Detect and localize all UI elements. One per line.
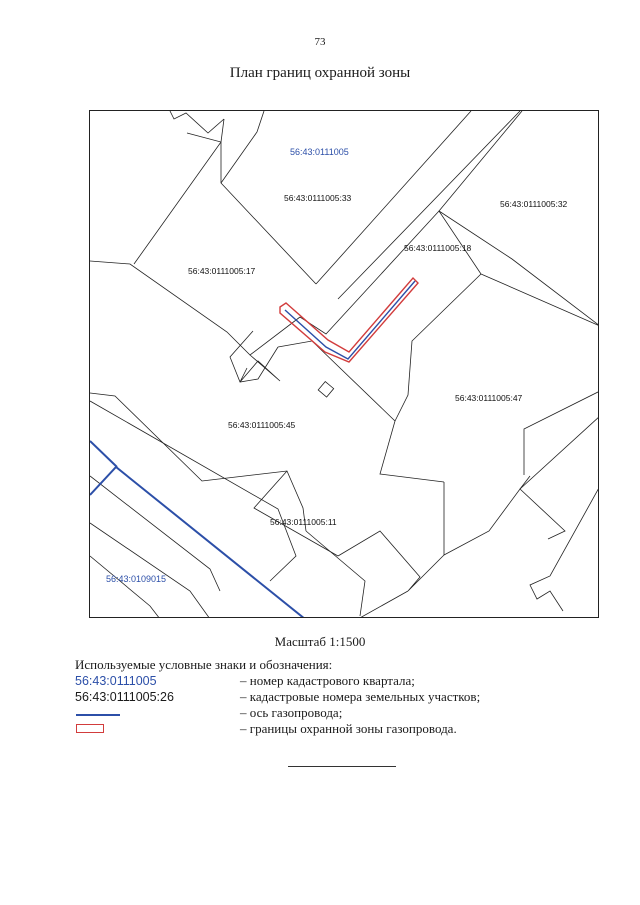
legend-row-zone <box>75 721 575 737</box>
boundary-parcel-11-south <box>306 531 365 616</box>
boundary-parcel-18-south <box>300 211 481 334</box>
boundary-parcel-11-east <box>338 482 444 591</box>
gas-pipeline-branch <box>90 441 117 467</box>
boundary-south-west-2 <box>90 556 160 618</box>
legend-key-quarter: 56:43:0111005 <box>75 674 157 688</box>
legend-row-parcel <box>75 689 575 705</box>
label-parcel-11: 56:43:0111005:11 <box>270 517 337 527</box>
legend-desc-quarter: – номер кадастрового квартала; <box>240 673 415 688</box>
label-quarter-main: 56:43:0111005 <box>290 147 349 157</box>
boundary-parcel-32-inner <box>481 274 599 326</box>
protection-zone <box>280 278 418 362</box>
legend-row-quarter <box>75 673 575 689</box>
small-building <box>318 382 333 397</box>
gas-pipeline-axis <box>90 467 305 618</box>
cadastral-map <box>89 110 599 618</box>
boundary-parcel-18-north <box>439 111 522 211</box>
protection-zone-outline <box>280 278 418 362</box>
map-canvas <box>90 111 599 618</box>
label-parcel-17: 56:43:0111005:17 <box>188 266 256 276</box>
boundary-south <box>358 591 408 618</box>
boundary-east-lot-2 <box>520 476 565 539</box>
boundary-parcel-45-south <box>90 393 306 531</box>
signature-line <box>288 766 396 767</box>
legend-desc-parcel: – кадастровые номера земельных участков; <box>240 689 481 704</box>
boundary-top-left <box>170 111 224 133</box>
legend-desc-zone: – границы охранной зоны газопровода. <box>240 721 457 736</box>
legend-key-pipeline <box>75 705 235 721</box>
label-parcel-18: 56:43:0111005:18 <box>404 243 472 253</box>
parcel-boundaries <box>90 111 599 618</box>
boundary-parcel-32-south <box>439 211 599 326</box>
boundary-corner-lot <box>530 486 599 611</box>
legend-desc-pipeline: – ось газопровода; <box>240 705 343 720</box>
boundary-parcel-17-west <box>134 119 224 264</box>
label-parcel-33: 56:43:0111005:33 <box>284 193 352 203</box>
page-number: 73 <box>314 36 326 48</box>
boundary-parcel-11-west <box>254 471 338 556</box>
label-quarter-other: 56:43:0109015 <box>106 574 167 584</box>
legend <box>75 657 575 737</box>
boundary-parcel-45-east <box>278 341 444 482</box>
boundary-south-east <box>444 416 599 555</box>
boundary-small-lot <box>240 355 280 382</box>
label-parcel-47: 56:43:0111005:47 <box>455 393 523 403</box>
blue-line-symbol <box>76 714 120 716</box>
boundary-parcel-33-north <box>221 111 264 183</box>
legend-key-zone <box>75 721 235 737</box>
label-parcel-32: 56:43:0111005:32 <box>500 199 568 209</box>
page-title: План границ охранной зоны <box>229 65 411 81</box>
red-rectangle-symbol <box>76 724 104 733</box>
boundary-east-lot <box>524 391 599 475</box>
legend-row-pipeline <box>75 705 575 721</box>
label-parcel-45: 56:43:0111005:45 <box>228 420 296 430</box>
map-scale: Масштаб 1:1500 <box>274 634 366 649</box>
legend-key-parcel: 56:43:0111005:26 <box>75 690 174 704</box>
boundary-small-lot-2 <box>230 331 278 382</box>
legend-heading: Используемые условные знаки и обозначения: <box>75 657 333 672</box>
boundary-street-east <box>338 111 520 299</box>
